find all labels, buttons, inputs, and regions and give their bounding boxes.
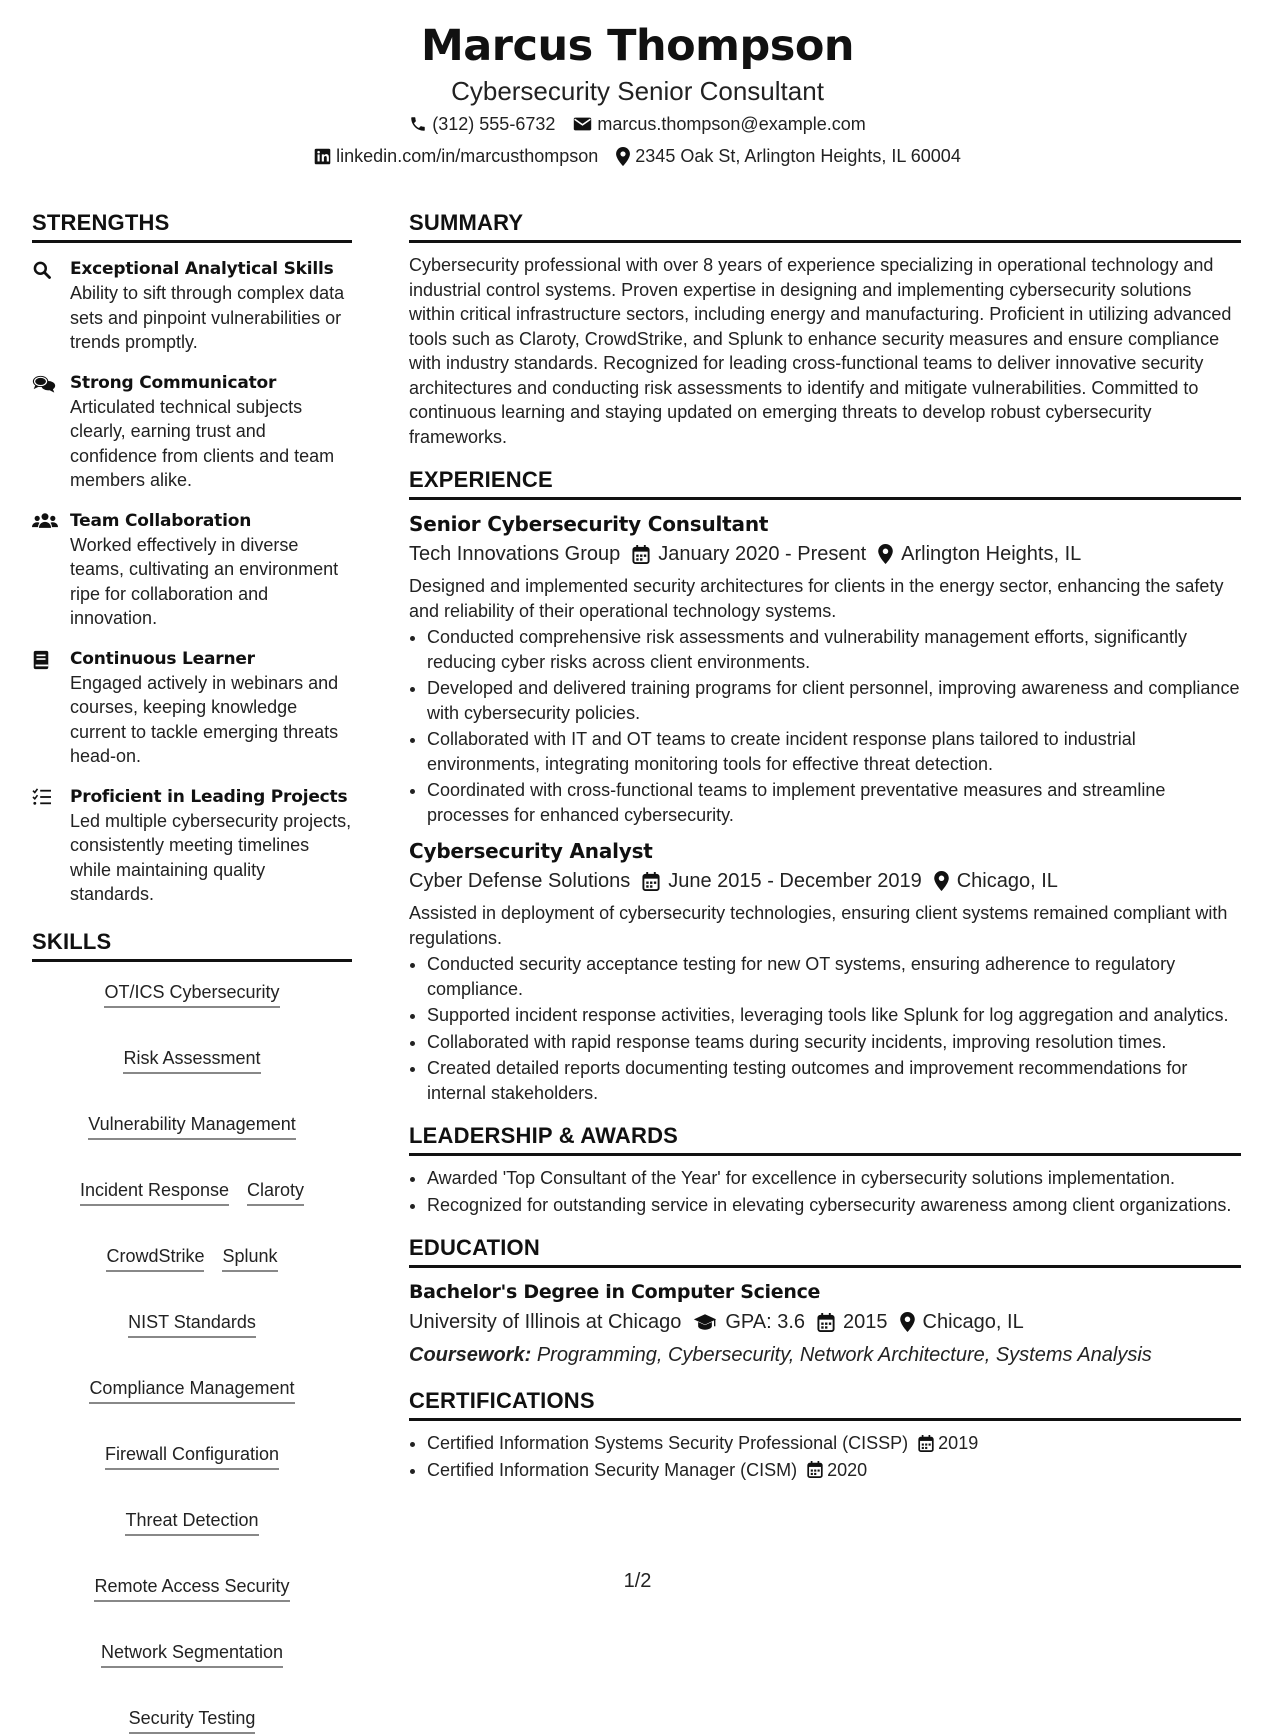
- experience-heading: EXPERIENCE: [409, 465, 1241, 500]
- strength-title: Strong Communicator: [70, 372, 277, 393]
- job-bullets: [409, 625, 1241, 827]
- job-dates: June 2015 - December 2019: [668, 870, 922, 892]
- linkedin-text: linkedin.com/in/marcusthompson: [336, 146, 599, 166]
- coursework-text: Programming, Cybersecurity, Network Architecture, Systems Analysis: [536, 1344, 1152, 1366]
- page-number: 1/2: [623, 1570, 652, 1592]
- strength-item: [32, 785, 352, 907]
- skill-tag: Splunk: [222, 1244, 277, 1272]
- education-meta: [409, 1306, 1241, 1338]
- strength-desc: Engaged actively in webinars and courses, keeping knowledge current to tackle emerging threats head-on.: [70, 672, 339, 766]
- calendar-icon: [642, 872, 660, 891]
- award-bullet: • Recognized for outstanding service in elevating cybersecurity awareness among client organizations.: [427, 1193, 1241, 1218]
- job-bullet: • Collaborated with IT and OT teams to create incident response plans tailored to industrial environments, integrating monitoring tools for effective threat detection.: [427, 727, 1241, 776]
- certification-year: 2019: [938, 1433, 979, 1453]
- left-column: [32, 208, 352, 1734]
- skill-tag: Compliance Management: [89, 1376, 294, 1404]
- strength-item: [32, 257, 352, 355]
- job-bullet: • Supported incident response activities, leveraging tools like Splunk for log aggregation and analytics.: [427, 1003, 1241, 1028]
- strength-desc: Led multiple cybersecurity projects, consistently meeting timelines while maintaining quality standards.: [70, 810, 352, 904]
- skills-list: [32, 972, 352, 1734]
- contact-row-1: [0, 108, 1275, 140]
- skill-tag: CrowdStrike: [106, 1244, 204, 1272]
- envelope-icon: [573, 116, 592, 132]
- skill-tag: Threat Detection: [125, 1508, 258, 1536]
- strength-desc: Ability to sift through complex data sets and pinpoint vulnerabilities or trends promptly.: [70, 283, 345, 352]
- job-bullet: • Created detailed reports documenting testing outcomes and improvement recommendations for internal stakeholders.: [427, 1056, 1241, 1105]
- calendar-icon: [632, 545, 650, 564]
- candidate-name: Marcus Thompson: [421, 21, 854, 71]
- summary-heading: SUMMARY: [409, 208, 1241, 243]
- skill-tag: Incident Response: [80, 1178, 229, 1206]
- skill-tag: Claroty: [247, 1178, 304, 1206]
- strength-item: [32, 647, 352, 769]
- strengths-heading: STRENGTHS: [32, 208, 352, 243]
- coursework: [409, 1340, 1241, 1370]
- certification-year: 2020: [827, 1459, 868, 1480]
- calendar-icon: [817, 1313, 835, 1332]
- job-bullet: • Collaborated with rapid response teams during security incidents, improving resolution times.: [427, 1030, 1241, 1055]
- job-description: Assisted in deployment of cybersecurity technologies, ensuring client systems remained compliant with regulations.: [409, 903, 1228, 948]
- skill-tag: Risk Assessment: [123, 1046, 260, 1074]
- skill-tag: Security Testing: [129, 1706, 256, 1734]
- email-contact[interactable]: [573, 108, 865, 140]
- job-bullet: • Coordinated with cross-functional teams to implement preventative measures and streamline processes for enhanced cybersecurity.: [427, 778, 1241, 827]
- address-contact: [616, 140, 961, 172]
- certification-item: [427, 1431, 1241, 1456]
- strength-title: Continuous Learner: [70, 648, 255, 669]
- skills-heading: SKILLS: [32, 927, 352, 962]
- address-text: 2345 Oak St, Arlington Heights, IL 60004: [635, 146, 961, 166]
- contact-row-2: [0, 140, 1275, 172]
- email-text: marcus.thompson@example.com: [597, 114, 866, 134]
- map-pin-icon: [934, 871, 949, 891]
- graduation-cap-icon: [693, 1313, 717, 1331]
- job-bullet: • Conducted security acceptance testing for new OT systems, ensuring adherence to regulatory compliance.: [427, 952, 1241, 1001]
- certification-item: [427, 1458, 1241, 1483]
- strength-desc: Articulated technical subjects clearly, earning trust and confidence from clients and team members alike.: [70, 396, 335, 490]
- book-icon: [32, 650, 50, 670]
- award-bullet: • Awarded 'Top Consultant of the Year' for excellence in cybersecurity solutions implementation.: [427, 1166, 1241, 1191]
- skill-tag: OT/ICS Cybersecurity: [104, 980, 279, 1008]
- linkedin-contact[interactable]: [314, 140, 598, 172]
- leadership-heading: LEADERSHIP & AWARDS: [409, 1121, 1241, 1156]
- education-heading: EDUCATION: [409, 1233, 1241, 1268]
- job-location: Chicago, IL: [956, 870, 1058, 892]
- job-company: Tech Innovations Group: [409, 543, 621, 565]
- phone-text: (312) 555-6732: [432, 114, 556, 134]
- job-meta: [409, 865, 1241, 897]
- school-location: Chicago, IL: [922, 1311, 1024, 1333]
- strength-item: [32, 509, 352, 631]
- map-pin-icon: [900, 1312, 915, 1332]
- job-entry: [409, 837, 1241, 1105]
- degree-title: Bachelor's Degree in Computer Science: [409, 1281, 821, 1303]
- gpa-text: GPA: 3.6: [725, 1311, 806, 1333]
- skill-tag: NIST Standards: [128, 1310, 256, 1338]
- job-title: Cybersecurity Analyst: [409, 839, 653, 863]
- certification-name: • Certified Information Security Manager (CISM): [427, 1459, 798, 1480]
- strength-item: [32, 371, 352, 493]
- candidate-title: Cybersecurity Senior Consultant: [451, 76, 824, 106]
- job-bullets: [409, 952, 1241, 1105]
- skill-tag: Firewall Configuration: [105, 1442, 279, 1470]
- strength-title: Proficient in Leading Projects: [70, 786, 348, 807]
- skill-tag: Remote Access Security: [94, 1574, 289, 1602]
- job-location: Arlington Heights, IL: [901, 543, 1082, 565]
- job-dates: January 2020 - Present: [658, 543, 867, 565]
- graduation-year: 2015: [843, 1311, 888, 1333]
- summary-text: Cybersecurity professional with over 8 years of experience specializing in operational technology and industrial control systems. Proven expertise in designing and implementing cybersecurity solutions within critical infrastructure sectors, including energy and manufacturing. Proficient in utilizing advanced tools such as Claroty, CrowdStrike, and Splunk to enhance security measures and ensure compliance with industry standards. Recognized for leading cross-functional teams to deliver innovative security architectures and conducting risk assessments to identify and mitigate vulnerabilities. Committed to continuous learning and staying updated on emerging threats to develop robust cybersecurity frameworks.: [409, 255, 1232, 447]
- job-bullet: • Conducted comprehensive risk assessments and vulnerability management efforts, significantly reducing cyber risks across client environments.: [427, 625, 1241, 674]
- education-entry: [409, 1278, 1241, 1370]
- certification-name: • Certified Information Systems Security Professional (CISSP): [427, 1433, 909, 1453]
- phone-icon: [409, 115, 427, 133]
- job-entry: [409, 510, 1241, 827]
- list-check-icon: [32, 788, 52, 806]
- users-icon: [32, 512, 58, 530]
- strength-title: Team Collaboration: [70, 510, 252, 531]
- calendar-icon: [807, 1461, 823, 1478]
- job-description: Designed and implemented security architectures for clients in the energy sector, enhancing the safety and reliability of their operational technology systems.: [409, 576, 1224, 621]
- strength-title: Exceptional Analytical Skills: [70, 259, 334, 279]
- linkedin-icon: [314, 148, 331, 165]
- certifications-list: [409, 1431, 1241, 1482]
- calendar-icon: [918, 1435, 934, 1452]
- strength-desc: Worked effectively in diverse teams, cultivating an environment ripe for collaboration and innovation.: [70, 534, 339, 628]
- comments-icon: [32, 374, 56, 394]
- coursework-label: Coursework:: [409, 1344, 532, 1366]
- search-icon: [32, 260, 52, 280]
- phone-contact[interactable]: [409, 108, 555, 140]
- job-meta: [409, 538, 1241, 570]
- resume-header: [0, 18, 1275, 172]
- school-name: University of Illinois at Chicago: [409, 1311, 682, 1333]
- skill-tag: Vulnerability Management: [88, 1112, 295, 1140]
- right-column: [409, 208, 1241, 1484]
- job-title: Senior Cybersecurity Consultant: [409, 512, 769, 536]
- leadership-bullets: [409, 1166, 1241, 1217]
- job-company: Cyber Defense Solutions: [409, 870, 631, 892]
- job-bullet: • Developed and delivered training programs for client personnel, improving awareness and compliance with cybersecurity policies.: [427, 676, 1241, 725]
- map-pin-icon: [616, 147, 630, 166]
- skill-tag: Network Segmentation: [101, 1640, 283, 1668]
- certifications-heading: CERTIFICATIONS: [409, 1386, 1241, 1421]
- map-pin-icon: [878, 544, 893, 564]
